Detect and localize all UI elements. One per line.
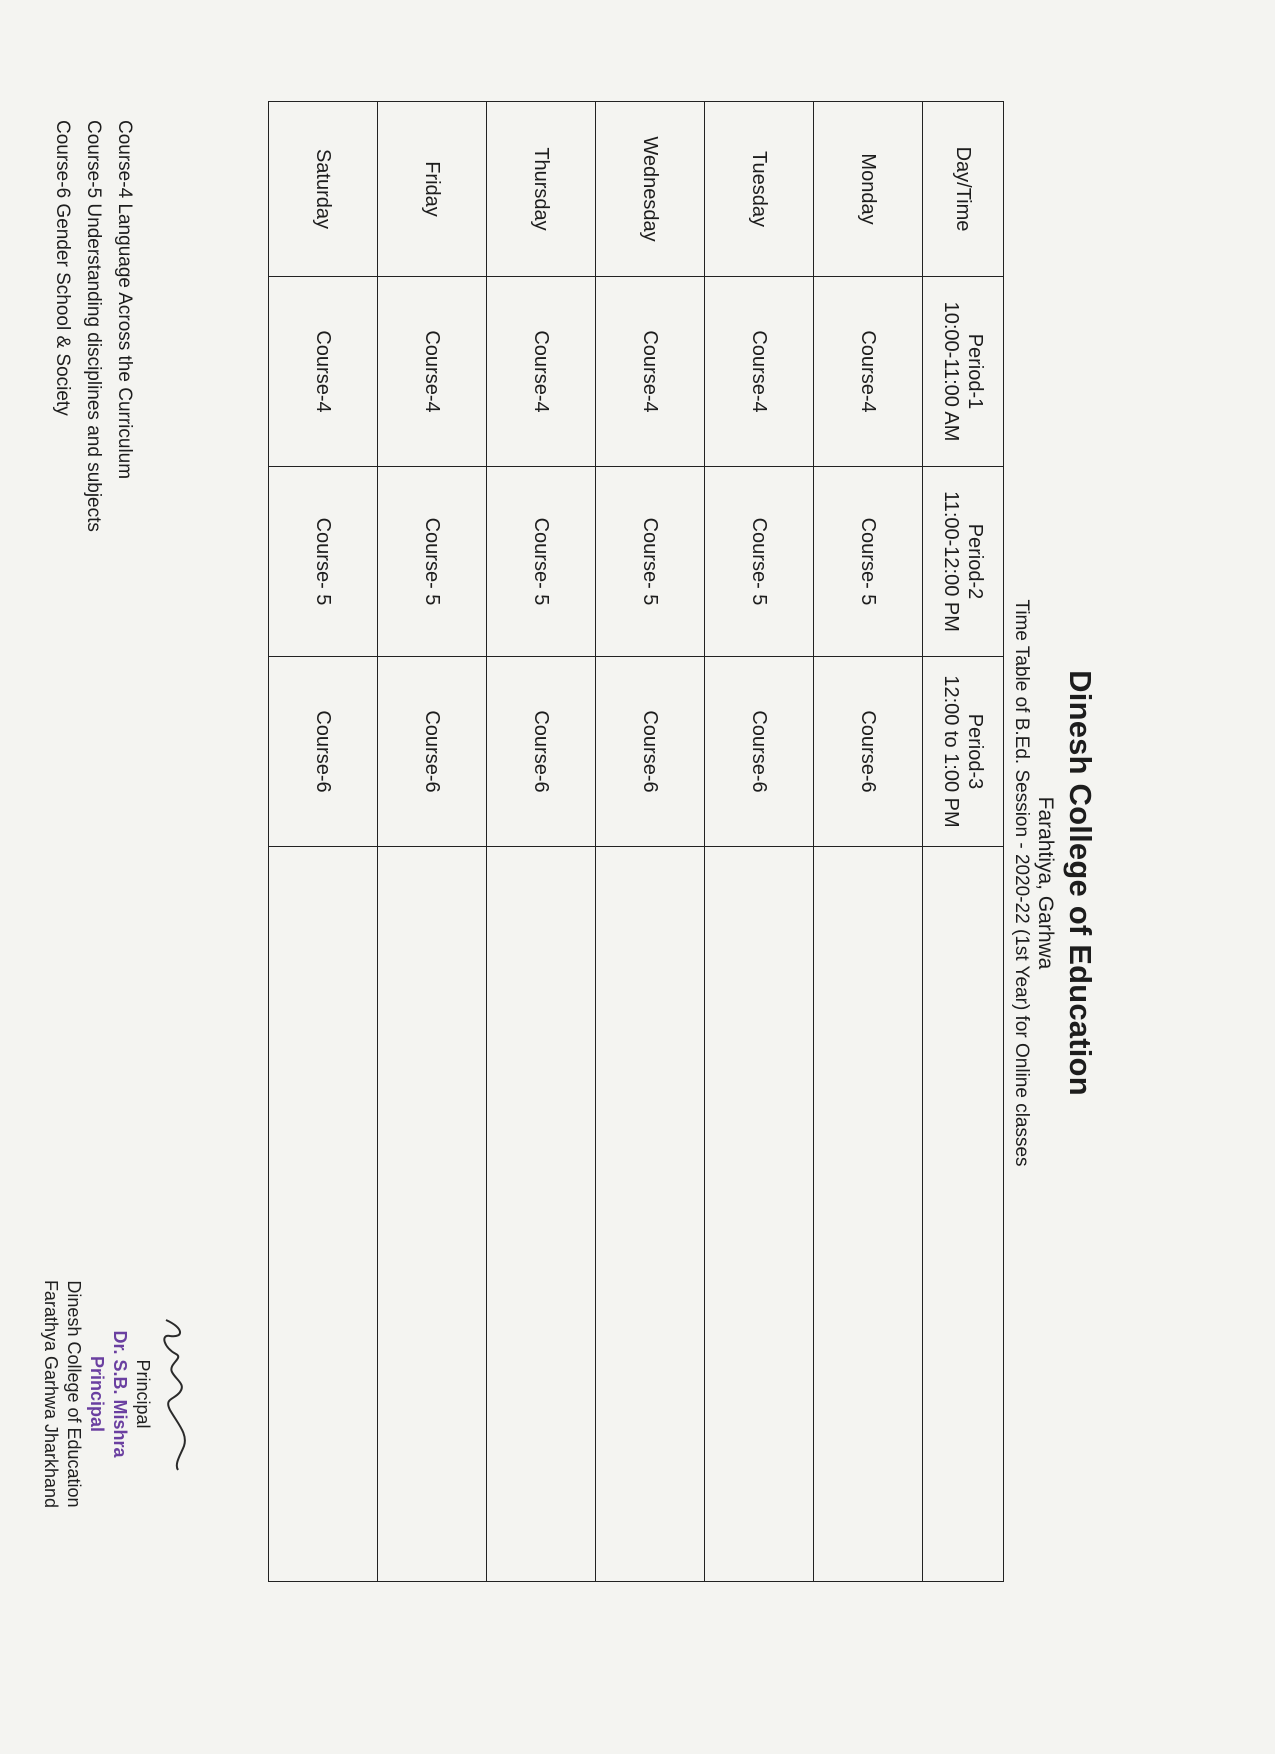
course-cell: Course-6 [269, 657, 378, 847]
day-cell: Saturday [269, 102, 378, 277]
day-cell: Tuesday [705, 102, 814, 277]
corner-cell: Day/Time [923, 102, 1004, 277]
empty-cell [596, 847, 705, 1582]
course-legend [47, 120, 140, 532]
empty-cell [378, 847, 487, 1582]
day-cell: Wednesday [596, 102, 705, 277]
table-row [596, 102, 705, 1582]
course-cell: Course- 5 [269, 467, 378, 657]
course-cell: Course-4 [487, 277, 596, 467]
course-cell: Course- 5 [705, 467, 814, 657]
table-row [814, 102, 923, 1582]
period-time: 12:00 to 1:00 PM [940, 675, 962, 828]
period-name: Period-2 [964, 523, 986, 600]
handwritten-signature [154, 1214, 194, 1574]
empty-cell [705, 847, 814, 1582]
course-cell: Course-6 [596, 657, 705, 847]
course-cell: Course- 5 [596, 467, 705, 657]
course-cell: Course-4 [269, 277, 378, 467]
period-time: 11:00-12:00 PM [940, 491, 962, 632]
college-name: Dinesh College of Education [1063, 670, 1098, 1096]
course-cell: Course- 5 [814, 467, 923, 657]
stamp-institution: Dinesh College of Education [64, 1280, 84, 1508]
table-row [487, 102, 596, 1582]
empty-cell [487, 847, 596, 1582]
period-header [923, 657, 1004, 847]
day-cell: Thursday [487, 102, 596, 277]
period-header [923, 467, 1004, 657]
period-name: Period-3 [964, 713, 986, 790]
stamp-address: Farathya Garhwa Jharkhand [41, 1279, 61, 1509]
college-location: Farahtiya, Garhwa [1034, 796, 1057, 970]
legend-item: Course-5 Understanding disciplines and subjects [83, 120, 104, 532]
legend-item: Course-4 Language Across the Curriculum [114, 120, 135, 480]
table-row [705, 102, 814, 1582]
empty-cell [814, 847, 923, 1582]
period-time: 10:00-11:00 AM [940, 301, 962, 442]
course-cell: Course-6 [487, 657, 596, 847]
principal-signature-block [39, 1214, 194, 1574]
rotated-document [0, 6, 1160, 1754]
timetable [268, 101, 1004, 1582]
legend-item: Course-6 Gender School & Society [52, 120, 73, 416]
course-cell: Course- 5 [378, 467, 487, 657]
empty-header-cell [923, 847, 1004, 1582]
course-cell: Course-4 [596, 277, 705, 467]
period-header [923, 277, 1004, 467]
table-row [378, 102, 487, 1582]
course-cell: Course-4 [378, 277, 487, 467]
timetable-header-row [923, 102, 1004, 1582]
course-cell: Course-6 [705, 657, 814, 847]
course-cell: Course-4 [705, 277, 814, 467]
stamp-name: Dr. S.B. Mishra [110, 1330, 130, 1458]
course-cell: Course- 5 [487, 467, 596, 657]
period-name: Period-1 [964, 333, 986, 410]
day-cell: Monday [814, 102, 923, 277]
empty-cell [269, 847, 378, 1582]
signature-role: Principal [133, 1359, 153, 1429]
day-cell: Friday [378, 102, 487, 277]
stamp-title: Principal [87, 1355, 107, 1433]
course-cell: Course-6 [378, 657, 487, 847]
course-cell: Course-4 [814, 277, 923, 467]
table-row [269, 102, 378, 1582]
course-cell: Course-6 [814, 657, 923, 847]
timetable-caption: Time Table of B.Ed. Session - 2020-22 (1st Year) for Online classes [1011, 599, 1032, 1167]
